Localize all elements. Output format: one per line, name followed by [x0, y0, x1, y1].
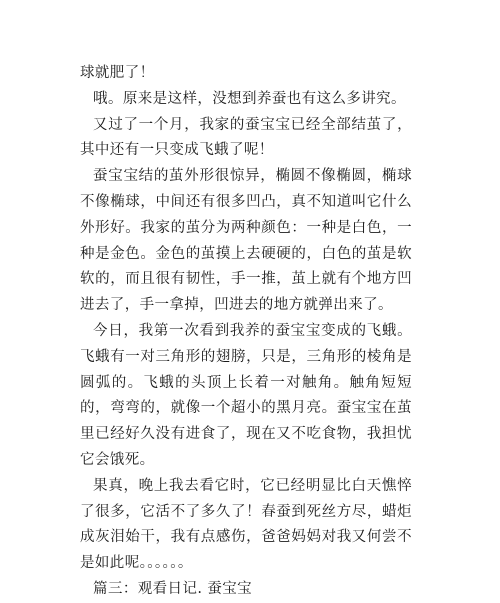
paragraph-reply: 哦。原来是这样，没想到养蚕也有这么多讲究。: [93, 90, 406, 107]
document-body: [80, 61, 412, 603]
paragraph-cocoon-done: 又过了一个月，我家的蚕宝宝已经全部结茧了，其中还有一只变成飞蛾了呢！: [80, 116, 412, 159]
paragraph-continuation: 球就肥了！: [80, 65, 155, 81]
paragraph-moth: 今日，我第一次看到我养的蚕宝宝变成的飞蛾。飞蛾有一对三角形的翅膀，只是，三角形的棱角是圆弧的。飞蛾的头顶上长着一对触角。触角短短的，弯弯的，就像一个超小的黑月亮。蚕宝宝在茧里已经好久没有进食了，现在又不吃食物，我担忧它会饿死。: [80, 322, 412, 468]
paragraph-cocoon-shape: 蚕宝宝结的茧外形很惊异，椭圆不像椭圆，椭球不像椭球，中间还有很多凹凸，真不知道叫它什么外形好。我家的茧分为两种颜色：一种是白色，一种是金色。金色的茧摸上去硬硬的，白色的茧是软软的，而且很有韧性，手一推，茧上就有个地方凹进去了，手一拿掉，凹进去的地方就弹出来了。: [80, 168, 412, 314]
paragraph-evening: 果真，晚上我去看它时，它已经明显比白天憔悴了很多，它活不了多久了！春蚕到死丝方尽，蜡炬成灰泪始干，我有点感伤，爸爸妈妈对我又何尝不是如此呢。。。。。。: [80, 477, 412, 572]
section-heading: 篇三：观看日记. 蚕宝宝: [93, 580, 253, 597]
